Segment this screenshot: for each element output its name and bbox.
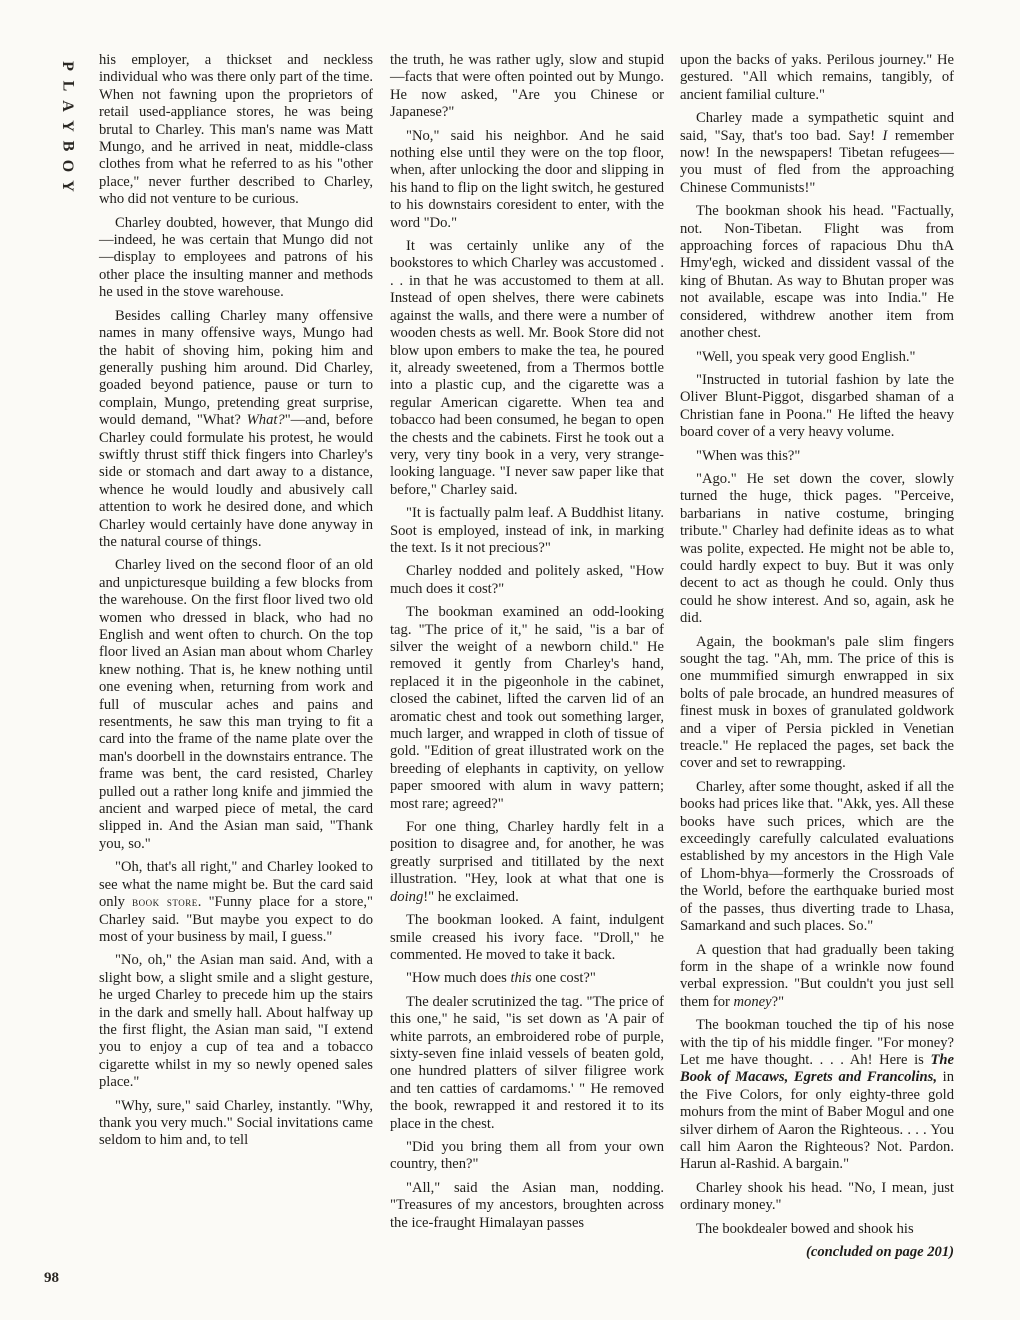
paragraph: The bookdealer bowed and shook his (696, 1220, 914, 1237)
paragraph: The bookman shook his head. "Factually, not. Non-Tibetan. Flight was from approaching forces of rapacious Dhu thA Hmy'egh, wicked and dissident vassal of the king of Bhutan. As way to Bhutan proper was not available, escape was into India." He considered, withdrew another item from another chest. (680, 203, 954, 342)
paragraph: Besides calling Charley many offensive names in many offensive ways, Mungo had the habit of shoving him, poking him and generally pushing him around. Did Charley, goaded beyond patience, pause or turn to complain, Mungo, pretending great surprise, would demand, "What? What?"—and, before Charley could formulate his protest, he would swiftly thrust stiff thick fingers into Charley's side or stomach and dart away to a distance, whence he would loudly and abusively call attention to work he desired done, and which Charley would certainly have done anyway in the natural course of things. (99, 307, 373, 550)
masthead-letter: L (58, 80, 76, 92)
paragraph: upon the backs of yaks. Perilous journey." He gestured. "All which remains, tangibly, of ancient familial culture." (680, 52, 954, 103)
masthead-letter: Y (59, 120, 76, 132)
paragraph: Charley doubted, however, that Mungo did—indeed, he was certain that Mungo did not—display to employees and patrons of his other place the insulting manner and methods he used in the stove warehouse. (99, 214, 373, 301)
paragraph: "When was this?" (696, 447, 801, 464)
paragraph: Charley nodded and politely asked, "How much does it cost?" (390, 563, 664, 597)
paragraph: The bookman touched the tip of his nose with the tip of his middle finger. "For money? Let me have thought. . . . Ah! Here is The Book of Macaws, Egrets and Francolins, in the Five Colors, for only eighty-three gold mohurs from the mint of Baber Mogul and one silver dirhem of Aaron the Righteous. . . . You call him Aaron the Righteous? Not. Pardon. Harun al-Rashid. A bargain." (680, 1017, 954, 1173)
continuation-note: (concluded on page 201) (806, 1244, 954, 1260)
paragraph: The bookman looked. A faint, indulgent smile creased his ivory face. "Droll," he commented. He moved to take it back. (390, 912, 664, 963)
paragraph: A question that had gradually been taking form in the shape of a wrinkle now found verbal expression. "But couldn't you just sell them for money?" (680, 941, 954, 1010)
paragraph: The bookman examined an odd-looking tag. "The price of it," he said, "is a bar of silver the weight of a newborn child." He removed it gently from Charley's hand, replaced it in the pigeonhole in the cabinet, closed the cabinet, lifted the carven lid of an aromatic chest and took out something larger, much larger, and wrapped in cloth of tissue of gold. "Edition of great illustrated work on the breeding of elephants in captivity, on yellow paper smoored with alum in wavy pattern; most rare; agreed?" (390, 604, 664, 812)
paragraph: "Instructed in tutorial fashion by late the Oliver Blunt-Piggot, disgarbed shaman of a Christian fane in Poona." He lifted the heavy board cover of a very heavy volume. (680, 371, 954, 441)
paragraph: "Well, you speak very good English." (696, 348, 916, 365)
paragraph: The dealer scrutinized the tag. "The price of this one," he said, "is set down as 'A pair of white parrots, an embroidered robe of purple, sixty-seven fine inlaid vessels of beaten gold, one hundred platters of silver filigree work and ten catties of cardamoms.' " He removed the book, rewrapped it and restored it to its place in the chest. (390, 993, 664, 1132)
paragraph: "Ago." He set down the cover, slowly turned the huge, thick pages. "Perceive, barbarians in native costume, bringing tribute." Charley had definite ideas as to what was polite, expected. He might not be able to, could hardly expect to buy. But it was only decent to act as though he could. Only thus could he show interest. And so, again, ask he did. (680, 470, 954, 627)
column-2 (390, 52, 664, 1238)
paragraph: his employer, a thickset and neckless individual who was there only part of the time. When not fawning upon the proprietors of retail used-appliance stores, he was being brutal to Charley. This man's name was Matt Mungo, and he arrived in neat, middle-class clothes from what he referred to as his "other place," never further described to Charley, who did not venture to be curious. (99, 52, 373, 208)
paragraph: It was certainly unlike any of the bookstores to which Charley was accustomed . . . in that he was accustomed to them at all. Instead of open shelves, there were cabinets against the walls, and there were a number of wooden chests as well. Mr. Book Store did not blow upon embers to make the tea, he poured it, already sweetened, from a Thermos bottle into a plastic cup, and the cigarette was a regular American cigarette. When tea and tobacco had been consumed, he began to open the chests and the cabinets. First he took out a very, very tiny book in a very, very strange-looking language. "I never saw paper like that before," Charley said. (390, 238, 664, 498)
page-number: 98 (44, 1270, 59, 1286)
masthead-letter: Y (59, 180, 76, 192)
masthead-letter: A (59, 100, 76, 112)
paragraph: Again, the bookman's pale slim fingers sought the tag. "Ah, mm. The price of this is one mummified simurgh enwrapped in six bolts of pale brocade, an hundred measures of finest musk in boxes of granulated goldwork and a viper of Persia pickled in Venetian treacle." He replaced the pages, set back the cover and set to rewrapping. (680, 633, 954, 772)
paragraph: For one thing, Charley hardly felt in a position to disagree and, for another, he was greatly surprised and titillated by the next illustration. "Hey, look at what that one is doing!" he exclaimed. (390, 819, 664, 905)
paragraph: "Why, sure," said Charley, instantly. "Why, thank you very much." Social invitations came seldom to him and, to tell (99, 1097, 373, 1149)
paragraph: "All," said the Asian man, nodding. "Treasures of my ancestors, broughten across the ice-fraught Himalayan passes (390, 1179, 664, 1231)
paragraph: "No," said his neighbor. And he said nothing else until they were on the top floor, when, after unlocking the door and slipping in his hand to flip on the light switch, he gestured to his downstairs coresident to enter, with the word "Do." (390, 127, 664, 231)
masthead (52, 56, 82, 196)
paragraph: Charley made a sympathetic squint and said, "Say, that's too bad. Say! I remember now! In the newspapers! Tibetan refugees—you must of fled from the approaching Chinese Communists!" (680, 110, 954, 196)
paragraph: "No, oh," the Asian man said. And, with a slight bow, a slight smile and a slight gesture, he urged Charley to precede him up the stairs in the dark and smelly hall. About halfway up the first flight, the Asian man said, "I extend you to enjoy a cup of tea and a tobacco cigarette whilst in my so newly opened sales place." (99, 952, 373, 1091)
column-1 (99, 52, 373, 1156)
masthead-letter: O (58, 159, 76, 173)
paragraph: "How much does this one cost?" (406, 970, 596, 987)
paragraph: Charley shook his head. "No, I mean, just ordinary money." (680, 1179, 954, 1214)
masthead-letter: P (59, 61, 76, 71)
column-3 (680, 52, 954, 1267)
paragraph: Charley lived on the second floor of an old and unpicturesque building a few blocks from the warehouse. On the first floor lived two old women who dressed in black, who had no English and went often to church. On the top floor lived an Asian man about whom Charley knew nothing. That is, he knew nothing until one evening when, returning from work and full of muscular aches and pains and resentments, he saw this man trying to fit a card into the frame of the name plate over the man's doorbell in the downstairs entrance. The frame was bent, the card resisted, Charley pulled out a rather long knife and jimmied the ancient and warped piece of metal, the card slipped in. And the Asian man said, "Thank you, so." (99, 557, 373, 852)
masthead-letter: B (58, 140, 76, 152)
paragraph: the truth, he was rather ugly, slow and stupid—facts that were often pointed out by Mungo. He now asked, "Are you Chinese or Japanese?" (390, 52, 664, 121)
paragraph: "It is factually palm leaf. A Buddhist litany. Soot is employed, instead of ink, in marking the text. Is it not precious?" (390, 505, 664, 556)
paragraph: "Oh, that's all right," and Charley looked to see what the name might be. But the card said only book store. "Funny place for a store," Charley said. "But maybe you expect to do most of your business by mail, I guess." (99, 859, 374, 945)
paragraph: Charley, after some thought, asked if all the books had prices like that. "Akk, yes. All these books have such prices, which are the exceedingly carefully calculated evaluations established by my ancestors in the High Vale of Lhom-bhya—formerly the Crossroads of the World, before the earthquake buried most of the passes, thus diverting trade to Lhasa, Samarkand and such places. So." (680, 778, 954, 935)
paragraph: "Did you bring them all from your own country, then?" (390, 1138, 664, 1173)
